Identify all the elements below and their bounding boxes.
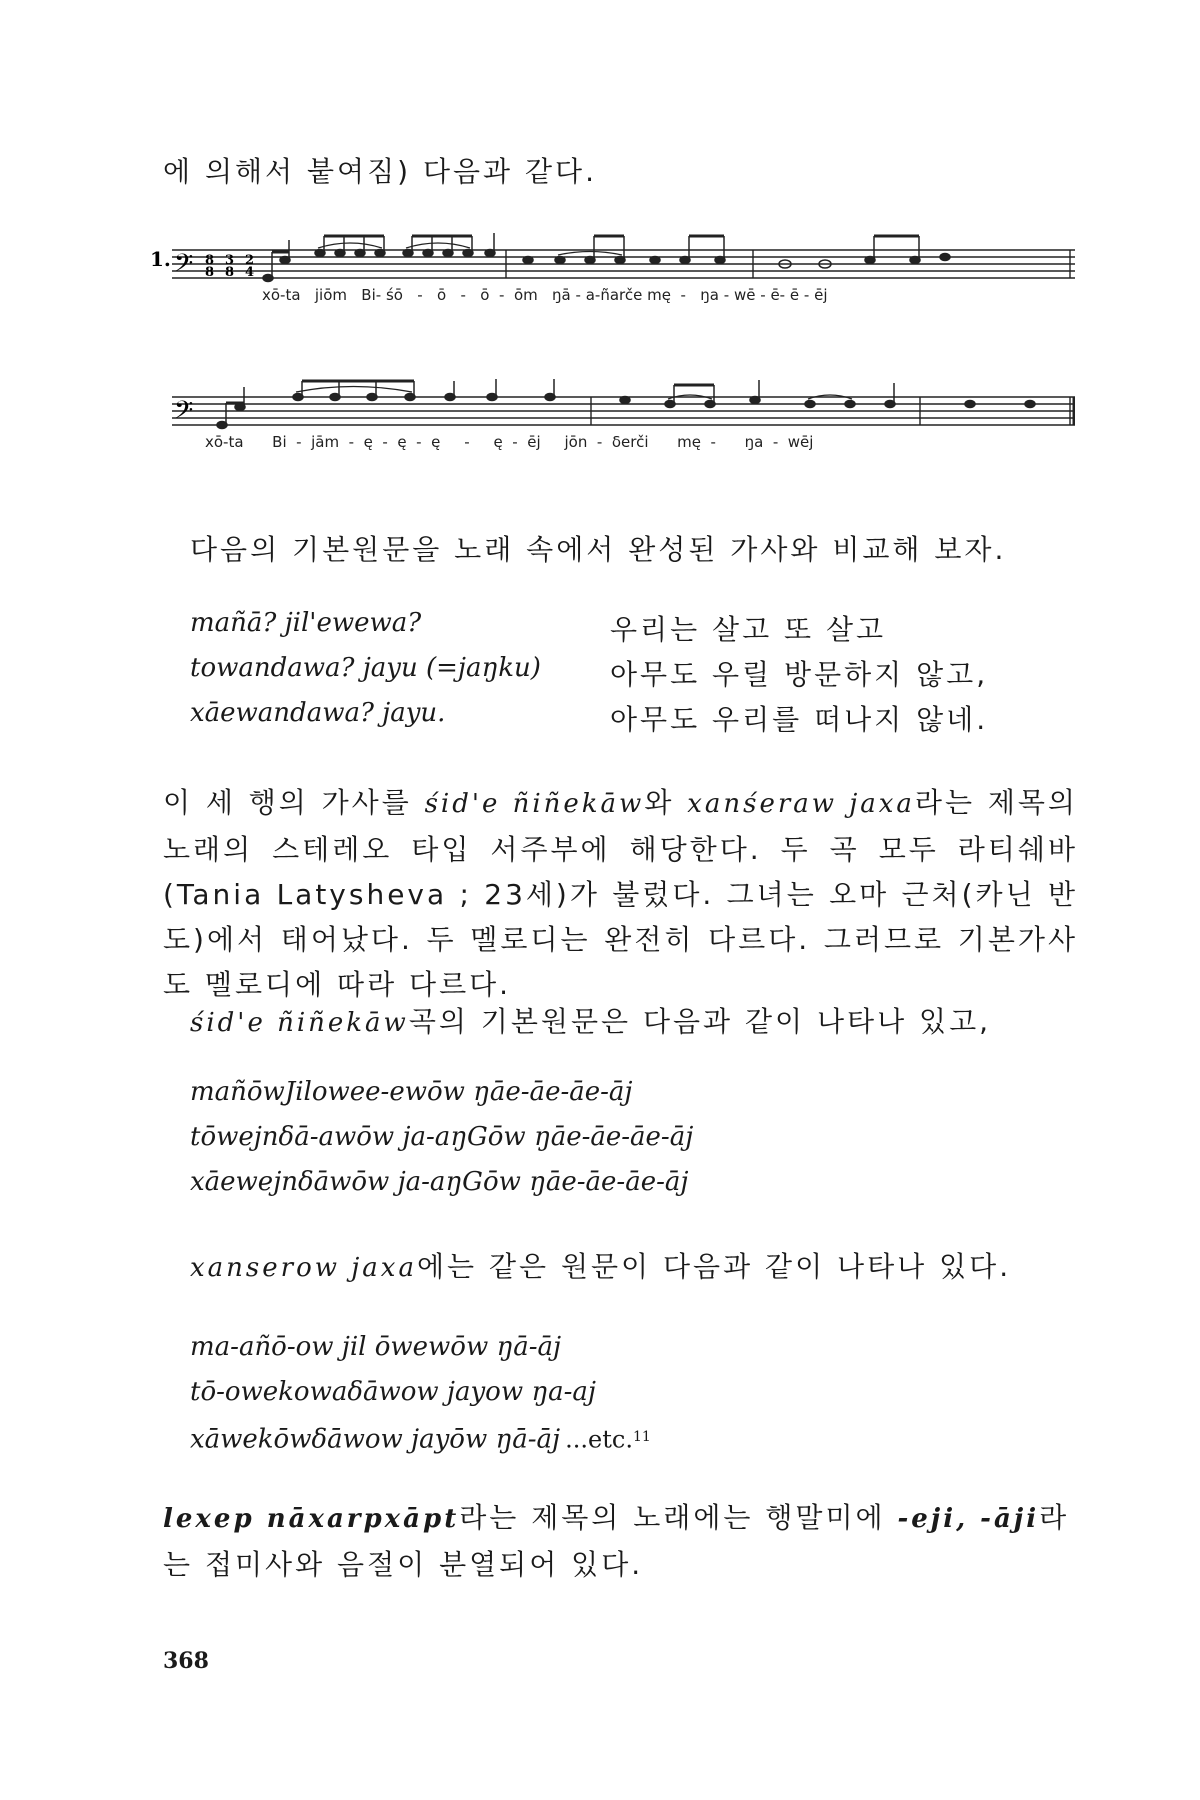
staff1-lyrics: xō-ta jiōm Bi- śō - ō - ō - ōm ŋā - a-ñarče mę - ŋa - wē - ē- ē - ēj (262, 286, 828, 304)
song-title: śid'e ñiñekāw (190, 1008, 409, 1038)
xan-lines (190, 1325, 651, 1464)
text-line: ma-añō-ow jil ōwewōw ŋā-āj (190, 1332, 562, 1362)
pair-row (190, 653, 1070, 698)
pair-row (190, 608, 1070, 653)
bass-clef-icon: 𝄢 (174, 249, 194, 284)
bass-clef-icon: 𝄢 (174, 396, 194, 431)
music-staff-1 (150, 228, 1075, 313)
footnote-ref: 11 (632, 1429, 651, 1445)
svg-text:3: 3 (225, 253, 235, 268)
svg-text:2: 2 (245, 253, 255, 268)
xan-intro: xanserow jaxa에는 같은 원문이 다음과 같이 나타나 있다. (190, 1250, 1012, 1283)
staff2-lyrics: xō-ta Bi - jām - ę - ę - ę - ę - ēj jōn - δerči mę - ŋa - wēj (205, 433, 814, 451)
song-title: xanserow jaxa (190, 1253, 417, 1283)
svg-text:8: 8 (205, 265, 215, 280)
body-paragraph: 이 세 행의 가사를 śid'e ñiñekāw와 xanśeraw jaxa라는 제목의 노래의 스테레오 타입 서주부에 해당한다. 두 곡 모두 라티쉐바(Tania Latysheva ; 23세)가 불렀다. 그녀는 오마 근처(카닌 반도)에서 태어났다. 두 멜로디는 완전히 다르다. 그러므로 기본가사도 멜로디에 따라 다르다. (163, 786, 1078, 1001)
original-text: xāewandawa? jayu. (190, 698, 446, 728)
text-translation-pairs (190, 608, 1070, 743)
translation-text: 아무도 우리를 떠나지 않네. (610, 703, 989, 736)
svg-text:8: 8 (205, 253, 215, 268)
last-paragraph: lexep nāxarpxāpt라는 제목의 노래에는 행말미에 -eji, -āji라는 접미사와 음절이 분열되어 있다. (163, 1501, 1070, 1581)
sid-lines (190, 1070, 693, 1205)
original-text: mañā? jil'ewewa? (190, 608, 422, 638)
page-number: 368 (163, 1648, 209, 1674)
text-line: mañōwJilowee-ewōw ŋāe-āe-āe-āj (190, 1077, 633, 1107)
translation-text: 아무도 우릴 방문하지 않고, (610, 658, 989, 691)
music-staff-2 (150, 375, 1075, 460)
score-number: 1. (150, 247, 171, 271)
text-line: xāewejnδāwōw ja-aŋGōw ŋāe-āe-āe-āj (190, 1167, 689, 1197)
translation-text: 우리는 살고 또 살고 (610, 613, 887, 646)
song-title: xanśeraw jaxa (687, 789, 915, 819)
sid-intro: śid'e ñiñekāw곡의 기본원문은 다음과 같이 나타나 있고, (190, 1005, 992, 1038)
svg-text:4: 4 (245, 265, 255, 280)
original-text: towandawa? jayu (=jaŋku) (190, 653, 541, 683)
intro-line: 에 의해서 붙여짐) 다음과 같다. (163, 155, 598, 188)
pair-row (190, 698, 1070, 743)
compare-intro: 다음의 기본원문을 노래 속에서 완성된 가사와 비교해 보자. (190, 533, 1007, 566)
text-line: tō-owekowaδāwow jayow ŋa-aj (190, 1377, 596, 1407)
suffix-text: -eji, -āji (897, 1504, 1040, 1534)
song-title: śid'e ñiñekāw (424, 789, 645, 819)
svg-text:8: 8 (225, 265, 235, 280)
song-title: lexep nāxarpxāpt (163, 1504, 460, 1534)
text-line: xāwekōwδāwow jayōw ŋā-āj ...etc.$^{11}$ (190, 1424, 651, 1455)
text-line: tōwejnδā-awōw ja-aŋGōw ŋāe-āe-āe-āj (190, 1122, 694, 1152)
